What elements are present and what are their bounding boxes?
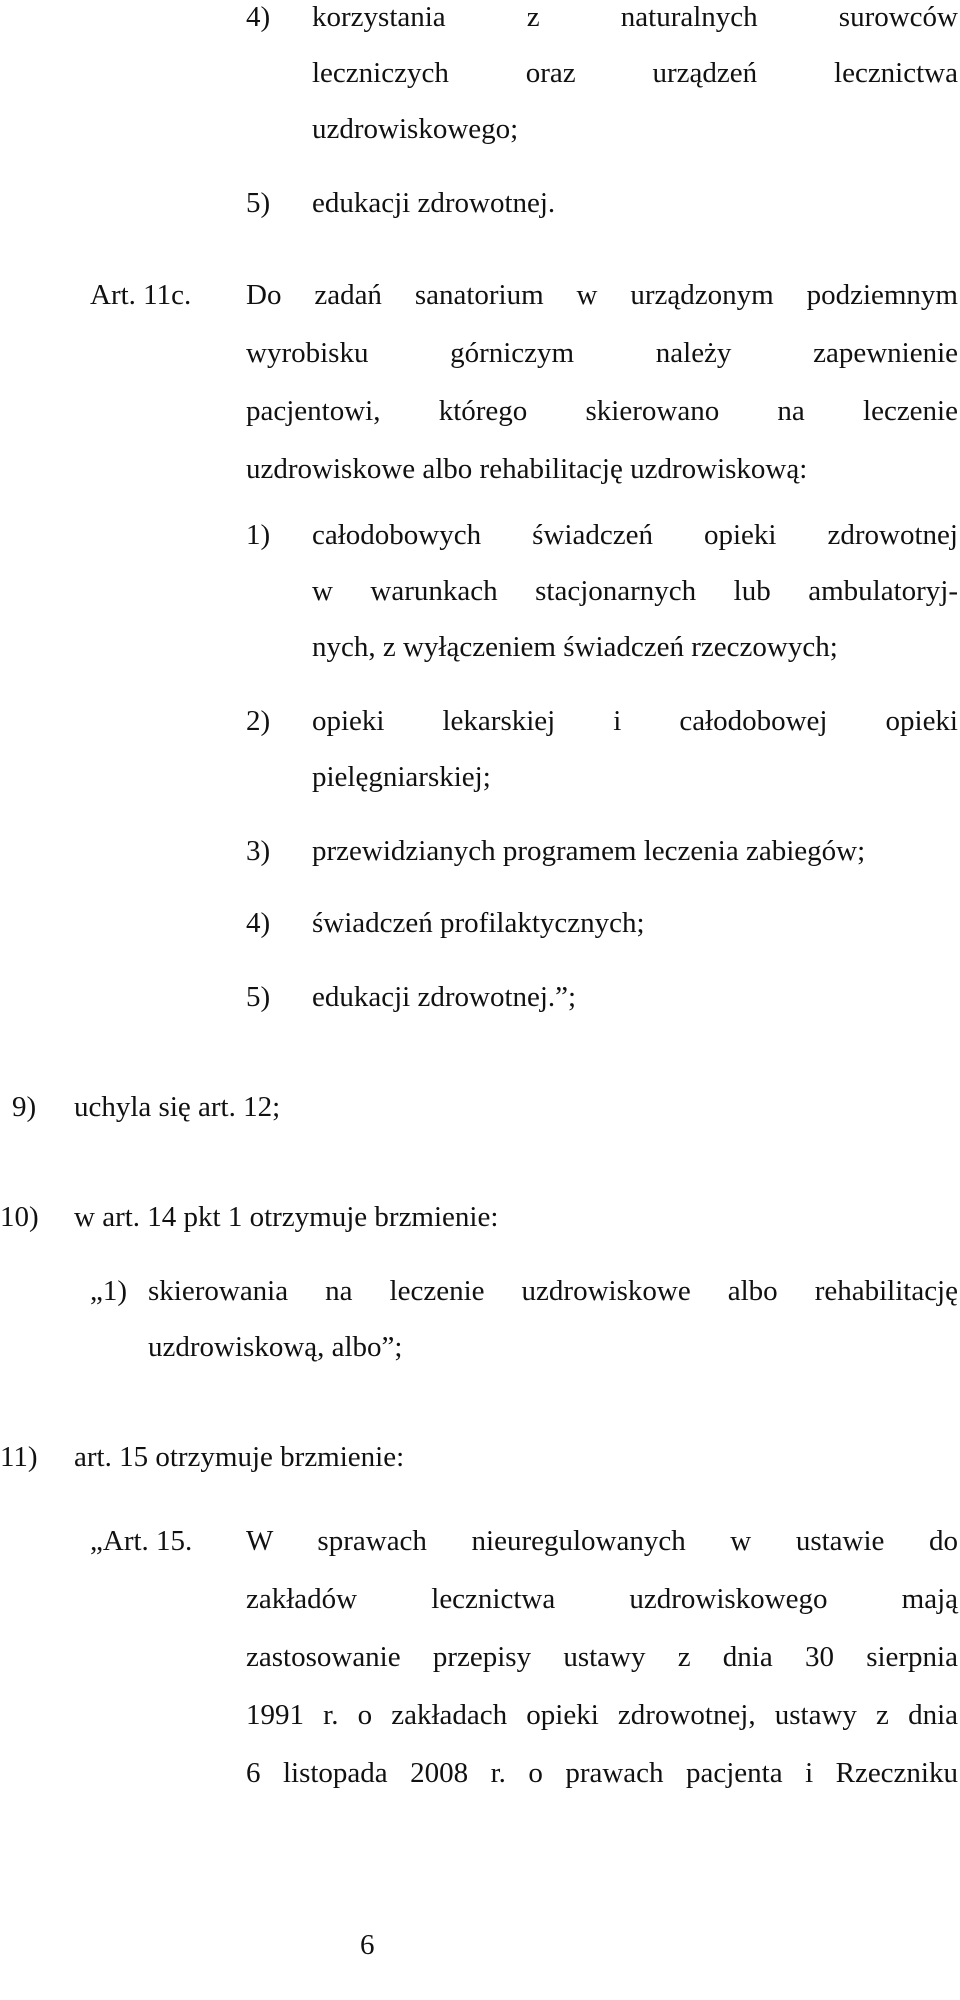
text-line: Do zadań sanatorium w urządzonym podziemnym: [246, 279, 958, 311]
text-line: przewidzianych programem leczenia zabiegów;: [312, 835, 866, 867]
point-number: 9): [12, 1091, 37, 1123]
point-number: 10): [0, 1201, 39, 1233]
text-line: całodobowych świadczeń opieki zdrowotnej: [312, 519, 958, 551]
list-number: 4): [246, 907, 271, 939]
list-number: 1): [246, 519, 271, 551]
text-line: w warunkach stacjonarnych lub ambulatoryj-: [312, 575, 958, 607]
article-number: Art. 11c.: [90, 279, 192, 311]
text-line: art. 15 otrzymuje brzmienie:: [74, 1441, 405, 1473]
text-line: W sprawach nieuregulowanych w ustawie do: [246, 1525, 958, 1557]
text-line: zastosowanie przepisy ustawy z dnia 30 sierpnia: [246, 1641, 958, 1673]
text-line: leczniczych oraz urządzeń lecznictwa: [312, 57, 958, 89]
text-line: uzdrowiskowe albo rehabilitację uzdrowiskową:: [246, 453, 808, 485]
text-line: skierowania na leczenie uzdrowiskowe albo rehabilitację: [148, 1275, 958, 1307]
text-line: korzystania z naturalnych surowców: [312, 1, 958, 33]
text-line: 6 listopada 2008 r. o prawach pacjenta i Rzeczniku: [246, 1757, 958, 1789]
text-line: uzdrowiskową, albo”;: [148, 1331, 403, 1363]
page-number: 6: [360, 1929, 375, 1961]
text-line: 1991 r. o zakładach opieki zdrowotnej, ustawy z dnia: [246, 1699, 958, 1731]
text-line: pacjentowi, którego skierowano na leczenie: [246, 395, 958, 427]
text-line: opieki lekarskiej i całodobowej opieki: [312, 705, 958, 737]
text-line: pielęgniarskiej;: [312, 761, 491, 793]
list-number: 3): [246, 835, 271, 867]
point-number: 11): [0, 1441, 38, 1473]
text-line: nych, z wyłączeniem świadczeń rzeczowych;: [312, 631, 838, 663]
list-number: 2): [246, 705, 271, 737]
article-number: „Art. 15.: [90, 1525, 193, 1557]
text-line: edukacji zdrowotnej.: [312, 187, 556, 219]
list-number: 5): [246, 981, 271, 1013]
list-number: 4): [246, 1, 271, 33]
text-line: edukacji zdrowotnej.”;: [312, 981, 577, 1013]
text-line: uzdrowiskowego;: [312, 113, 519, 145]
quoted-number: „1): [90, 1275, 128, 1307]
text-line: wyrobisku górniczym należy zapewnienie: [246, 337, 958, 369]
text-line: w art. 14 pkt 1 otrzymuje brzmienie:: [74, 1201, 499, 1233]
text-line: uchyla się art. 12;: [74, 1091, 281, 1123]
text-line: zakładów lecznictwa uzdrowiskowego mają: [246, 1583, 958, 1615]
list-number: 5): [246, 187, 271, 219]
text-line: świadczeń profilaktycznych;: [312, 907, 645, 939]
